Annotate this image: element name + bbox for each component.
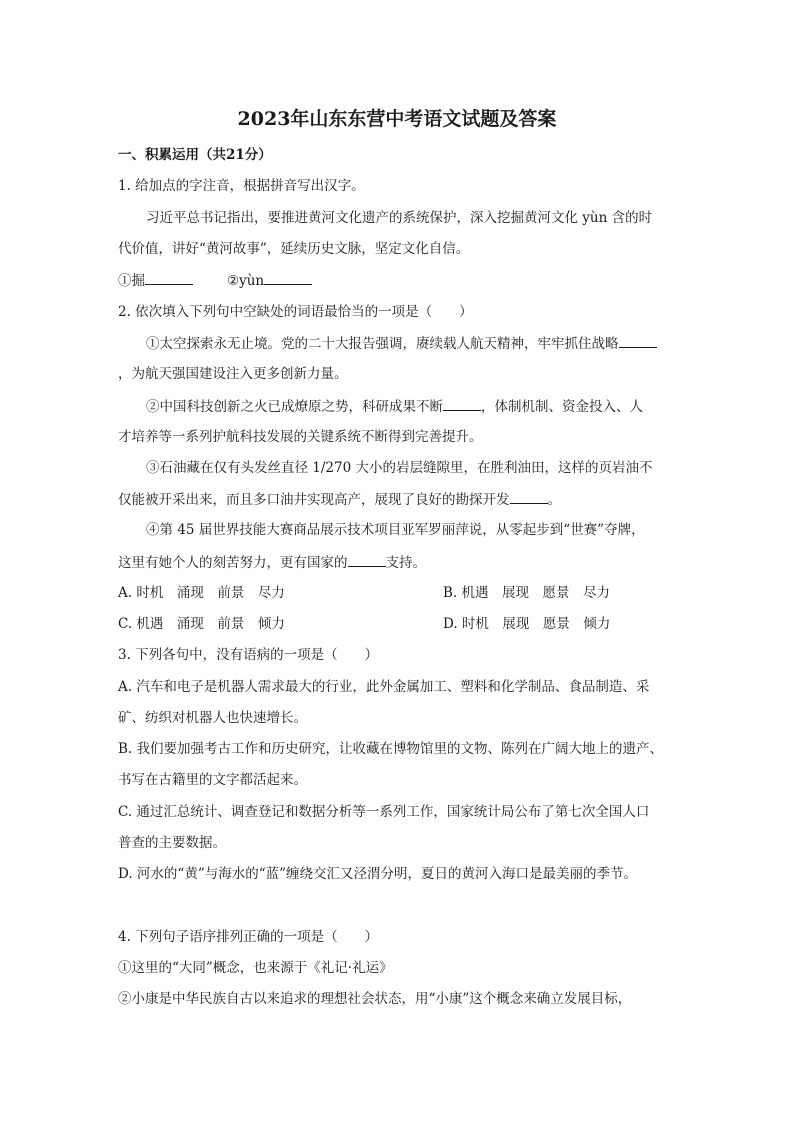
answer-label-1: ①掘 [118,273,145,289]
question-4-sentence-1: ①这里的“大同”概念，也来源于《礼记·礼运》 [118,960,393,976]
question-3-stem: 3. 下列各句中，没有语病的一项是（ ） [118,647,379,663]
question-1-stem: 1. 给加点的字注音，根据拼音写出汉字。 [118,178,365,194]
page-title: 2023年山东东营中考语文试题及答案 [237,108,557,130]
option-b-line-2: 书写在古籍里的文字都活起来。 [118,772,307,788]
fill-blank-2[interactable] [443,396,481,411]
sentence-text: 。 [547,492,561,508]
option-b[interactable]: B. 机遇 展现 愿景 尽力 [443,585,611,601]
fill-blank-4[interactable] [348,552,386,567]
sentence-text: 支持。 [385,555,426,571]
option-d[interactable]: D. 时机 展现 愿景 倾力 [443,616,611,632]
question-2-sentence-2 [146,396,643,417]
question-2-sentence-3: ③石油藏在仅有头发丝直径 1/270 大小的岩层缝隙里，在胜利油田，这样的页岩油不 [146,460,653,476]
option-c-line-2: 普查的主要数据。 [118,835,226,851]
question-2-sentence-3-cont [118,489,561,510]
option-b-line-1[interactable]: B. 我们要加强考古工作和历史研究，让收藏在博物馆里的文物、陈列在广阔大地上的遗产、 [118,741,664,757]
sentence-text: ②中国科技创新之火已成燎原之势，科研成果不断 [146,399,443,415]
option-a-line-1[interactable]: A. 汽车和电子是机器人需求最大的行业，此外金属加工、塑料和化学制品、食品制造、采 [118,679,650,695]
question-2-stem: 2. 依次填入下列句中空缺处的词语最恰当的一项是（ ） [118,304,473,320]
answer-blank-2[interactable] [264,270,312,285]
question-1-passage-line-1: 习近平总书记指出，要推进黄河文化遗产的系统保护，深入挖掘黄河文化 yùn 含的时 [146,210,653,226]
option-c[interactable]: C. 机遇 涌现 前景 倾力 [118,616,285,632]
option-a[interactable]: A. 时机 涌现 前景 尽力 [118,585,285,601]
question-2-sentence-4-cont [118,552,426,573]
answer-blank-1[interactable] [145,270,193,285]
question-2-sentence-1-cont: ，为航天强国建设注入更多创新力量。 [118,366,348,382]
fill-blank-3[interactable] [510,489,548,504]
question-4-sentence-2: ②小康是中华民族自古以来追求的理想社会状态，用“小康”这个概念来确立发展目标， [118,991,632,1007]
sentence-text: ，体制机制、资金投入、人 [481,399,643,415]
sentence-text: 仅能被开采出来，而且多口油井实现高产，展现了良好的勘探开发 [118,492,510,508]
option-a-line-2: 矿、纺织对机器人也快速增长。 [118,710,307,726]
sentence-text: 这里有她个人的刻苦努力，更有国家的 [118,555,348,571]
fill-blank-1[interactable] [619,333,657,348]
sentence-text: ①太空探索永无止境。党的二十大报告强调，赓续载人航天精神，牢牢抓住战略 [146,336,619,352]
answer-label-2: ②yùn [227,273,265,289]
option-d-line-1[interactable]: D. 河水的“黄”与海水的“蓝”缠绕交汇又泾渭分明，夏日的黄河入海口是最美丽的季节。 [118,866,638,882]
option-c-line-1[interactable]: C. 通过汇总统计、调查登记和数据分析等一系列工作，国家统计局公布了第七次全国人口 [118,804,650,820]
question-1-answers [118,270,312,291]
question-2-sentence-4: ④第 45 届世界技能大赛商品展示技术项目亚军罗丽萍说，从零起步到“世赛”夺牌， [146,522,645,538]
question-2-sentence-2-cont: 才培养等一系列护航科技发展的关键系统不断得到完善提升。 [118,429,483,445]
question-4-stem: 4. 下列句子语序排列正确的一项是（ ） [118,929,379,945]
section-heading: 一、积累运用（共21分） [118,147,272,163]
question-1-passage-line-2: 代价值，讲好“黄河故事”，延续历史文脉，坚定文化自信。 [118,241,470,257]
question-2-sentence-1 [146,333,657,354]
